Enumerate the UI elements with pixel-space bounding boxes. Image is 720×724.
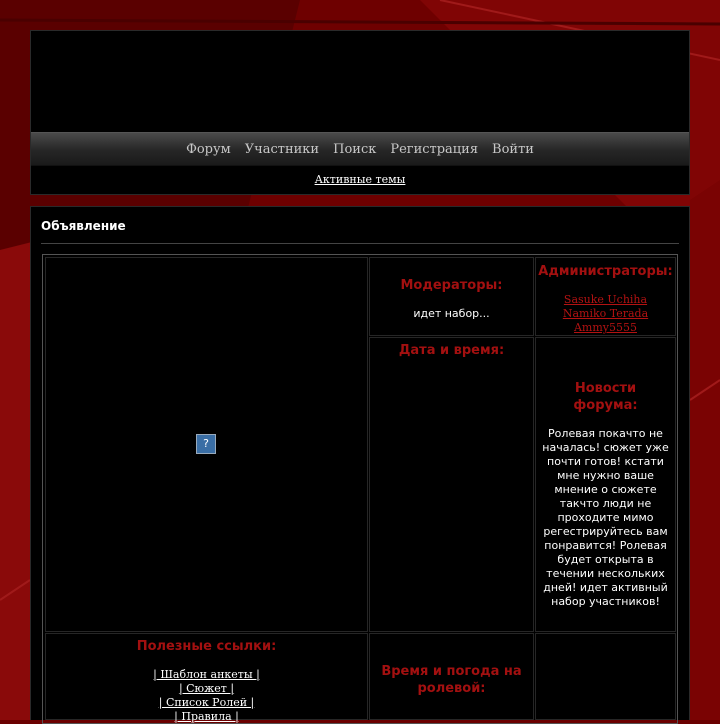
moderators-text: идет набор... (413, 307, 490, 320)
nav-register[interactable]: Регистрация (390, 141, 479, 157)
news-line: мнение о сюжете (554, 483, 657, 496)
link-rules[interactable]: | Правила | (174, 710, 239, 723)
link-profile-template[interactable]: | Шаблон анкеты | (153, 668, 260, 681)
news-line: дней! идет активный (543, 581, 668, 594)
admins-cell (535, 257, 676, 336)
nav-members[interactable]: Участники (244, 141, 320, 157)
news-line: такчто люди не (559, 497, 652, 510)
news-line: будет открыта в (557, 553, 654, 566)
news-line: почти готов! кстати (547, 455, 664, 468)
news-cell (535, 337, 676, 632)
weather-title-cont: ролевой: (417, 681, 486, 696)
weather-title: Время и погода на (381, 664, 522, 679)
admins-title: Администраторы: (538, 264, 673, 279)
weather-cell (369, 633, 534, 720)
news-line: течении нескольких (546, 567, 665, 580)
nav-forum[interactable]: Форум (186, 141, 231, 157)
nav-login[interactable]: Войти (492, 141, 534, 157)
news-title: Новости форума: (573, 381, 638, 413)
news-line: началась! сюжет уже (542, 441, 669, 454)
links-title: Полезные ссылки: (136, 639, 277, 654)
admin-link[interactable]: Namiko Terada (562, 307, 649, 320)
datetime-title: Дата и время: (398, 343, 505, 358)
nav-search[interactable]: Поиск (333, 141, 377, 157)
news-line: понравится! Ролевая (544, 539, 667, 552)
forum-header (30, 30, 690, 195)
news-text (541, 427, 670, 609)
news-line: регестрируйтесь вам (543, 525, 668, 538)
admin-link[interactable]: Ammy5555 (573, 321, 637, 334)
datetime-cell (369, 337, 534, 632)
section-title: Объявление (41, 219, 126, 233)
moderators-title: Модераторы: (400, 278, 503, 293)
news-line: проходите мимо (557, 511, 654, 524)
admin-link[interactable]: Sasuke Uchiha (563, 293, 648, 306)
broken-image-icon: ? (196, 434, 216, 454)
divider (41, 243, 679, 244)
news-line: мне нужно ваше (557, 469, 654, 482)
news-line: набор участников! (551, 595, 660, 608)
main-navigation (31, 132, 689, 166)
news-line: Ролевая покачто не (548, 427, 663, 440)
active-topics-link[interactable]: Активные темы (314, 173, 406, 186)
link-roles-list[interactable]: | Список Ролей | (158, 696, 255, 709)
link-plot[interactable]: | Сюжет | (178, 682, 235, 695)
links-cell (45, 633, 368, 723)
moderators-cell (369, 257, 534, 336)
sub-navigation (31, 165, 689, 194)
empty-cell (535, 633, 676, 720)
